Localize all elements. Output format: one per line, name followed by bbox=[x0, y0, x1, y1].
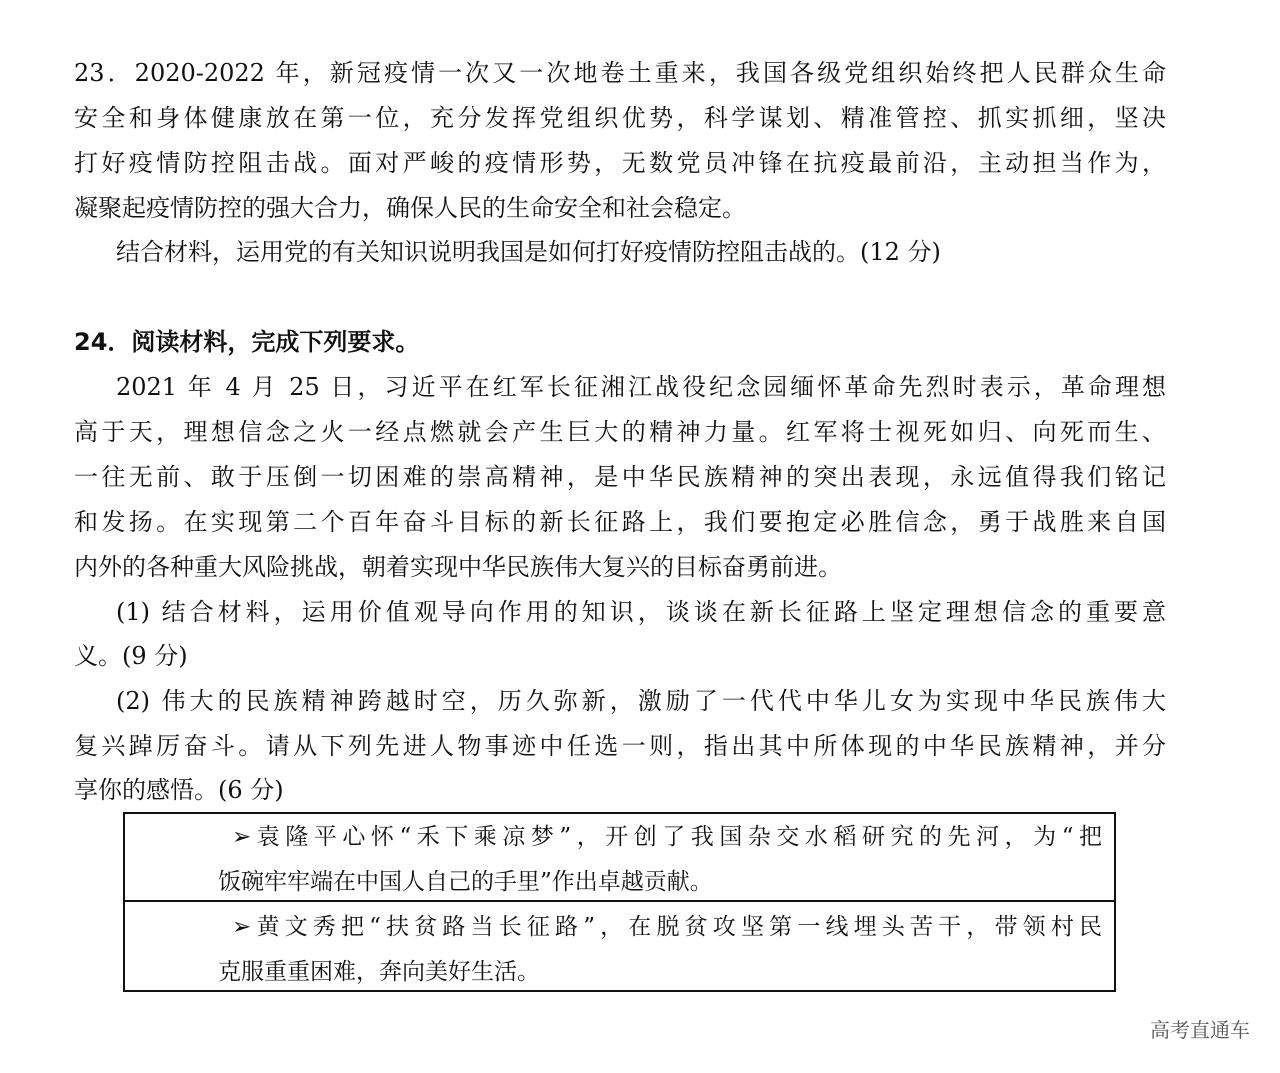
example-2-line-1: ➢黄文秀把“扶贫路当长征路”，在脱贫攻坚第一线埋头苦干，带领村民 bbox=[232, 914, 1102, 940]
q23-line-2: 安全和身体健康放在第一位，充分发挥党组织优势，科学谋划、精准管控、抓实抓细，坚决 bbox=[74, 104, 1166, 132]
q24-material-line-2: 高于天，理想信念之火一经点燃就会产生巨大的精神力量。红军将士视死如归、向死而生、 bbox=[74, 418, 1166, 446]
q24-material-line-1: 2021 年 4 月 25 日，习近平在红军长征湘江战役纪念园缅怀革命先烈时表示，革命理想 bbox=[116, 373, 1166, 401]
example-box-yuan-longping bbox=[123, 812, 1116, 902]
example-2-line-2: 克服重重困难，奔向美好生活。 bbox=[218, 959, 540, 985]
q23-line-1: 23．2020-2022 年，新冠疫情一次又一次地卷土重来，我国各级党组织始终把人民群众生命 bbox=[74, 59, 1166, 87]
q24-heading: 24．阅读材料，完成下列要求。 bbox=[74, 328, 420, 356]
example-1-line-1: ➢袁隆平心怀“禾下乘凉梦”，开创了我国杂交水稻研究的先河，为“把 bbox=[232, 824, 1102, 850]
q24-sub1-line-2: 义。(9 分) bbox=[74, 642, 188, 670]
q24-sub2-line-2: 复兴踔厉奋斗。请从下列先进人物事迹中任选一则，指出其中所体现的中华民族精神，并分 bbox=[74, 732, 1166, 760]
q23-prompt: 结合材料，运用党的有关知识说明我国是如何打好疫情防控阻击战的。(12 分) bbox=[116, 238, 941, 266]
q24-material-line-3: 一往无前、敢于压倒一切困难的崇高精神，是中华民族精神的突出表现，永远值得我们铭记 bbox=[74, 463, 1166, 491]
example-box-huang-wenxiu bbox=[123, 900, 1116, 992]
q24-sub2-line-3: 享你的感悟。(6 分) bbox=[74, 776, 284, 804]
watermark-text: 高考直通车 bbox=[1150, 1018, 1250, 1042]
q24-material-line-4: 和发扬。在实现第二个百年奋斗目标的新长征路上，我们要抱定必胜信念，勇于战胜来自国 bbox=[74, 508, 1166, 536]
q24-material-line-5: 内外的各种重大风险挑战，朝着实现中华民族伟大复兴的目标奋勇前进。 bbox=[74, 553, 842, 581]
q23-line-3: 打好疫情防控阻击战。面对严峻的疫情形势，无数党员冲锋在抗疫最前沿，主动担当作为， bbox=[74, 149, 1166, 177]
example-1-line-2: 饭碗牢牢端在中国人自己的手里”作出卓越贡献。 bbox=[218, 869, 713, 895]
q23-line-4: 凝聚起疫情防控的强大合力，确保人民的生命安全和社会稳定。 bbox=[74, 194, 746, 222]
q24-sub1-line-1: (1) 结合材料，运用价值观导向作用的知识，谈谈在新长征路上坚定理想信念的重要意 bbox=[116, 598, 1166, 626]
q24-sub2-line-1: (2) 伟大的民族精神跨越时空，历久弥新，激励了一代代中华儿女为实现中华民族伟大 bbox=[116, 687, 1166, 715]
